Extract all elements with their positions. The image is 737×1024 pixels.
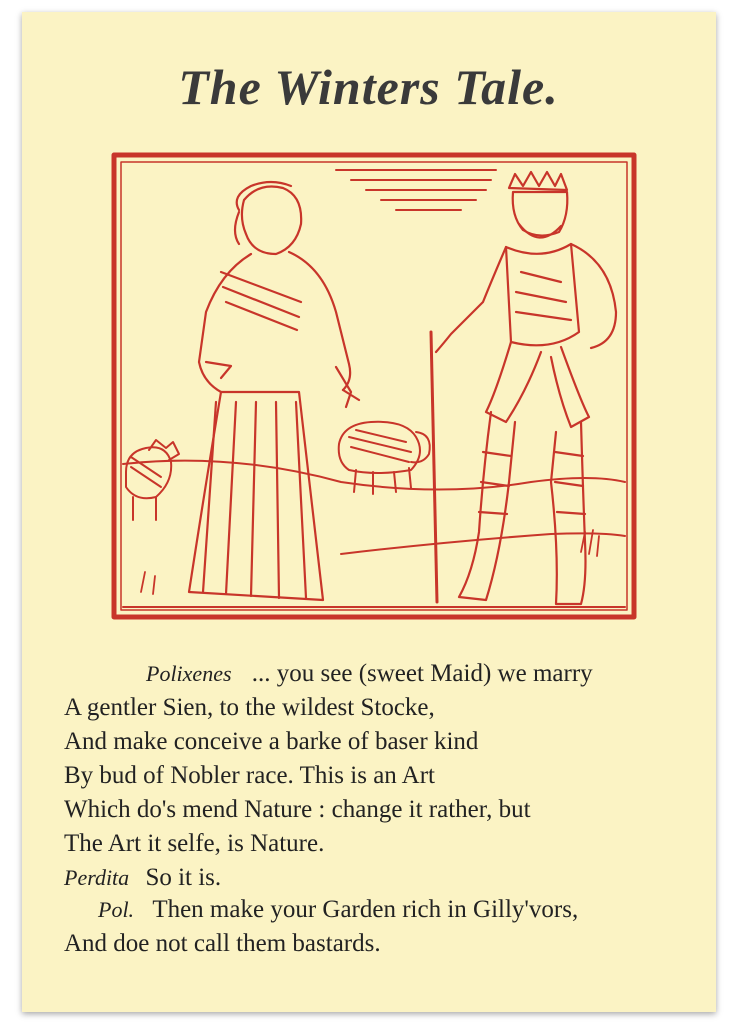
verse-line <box>64 930 381 958</box>
verse-text: And doe not call them bastards. <box>64 930 381 957</box>
play-title: The Winters Tale. <box>178 59 559 115</box>
speaker-name: Perdita <box>64 865 130 890</box>
verse-line <box>64 796 531 824</box>
verse-text: And make conceive a barke of baser kind <box>64 728 479 755</box>
speaker-name: Pol. <box>98 897 135 922</box>
verse-text: ... you see (sweet Maid) we marry <box>251 660 593 687</box>
verse-text: Which do's mend Nature : change it rather, but <box>64 796 531 823</box>
woodcut-illustration <box>111 152 637 620</box>
verse-text: Then make your Garden rich in Gilly'vors, <box>152 896 579 923</box>
verse-line <box>98 896 578 924</box>
speaker-name: Polixenes <box>146 661 232 686</box>
verse-text: A gentler Sien, to the wildest Stocke, <box>64 694 435 721</box>
verse-line <box>64 694 435 722</box>
verse-text: The Art it selfe, is Nature. <box>64 830 325 857</box>
verse-line <box>64 864 221 892</box>
verse-line <box>64 728 478 756</box>
verse-line <box>64 830 324 858</box>
verse-text: So it is. <box>145 864 222 891</box>
verse-text: By bud of Nobler race. This is an Art <box>64 762 435 789</box>
verse-line <box>146 660 593 688</box>
verse-line <box>64 762 435 790</box>
